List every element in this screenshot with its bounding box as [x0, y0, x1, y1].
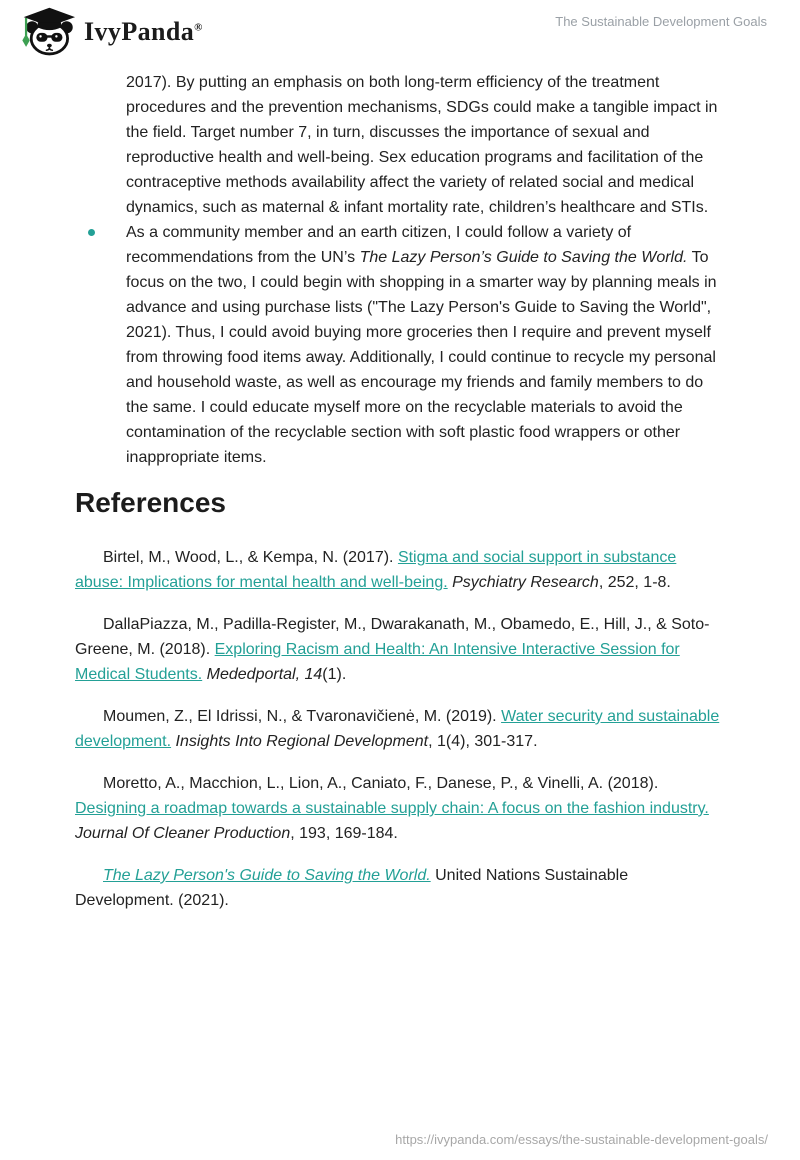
text-segment: 2017). By putting an emphasis on both long-term efficiency of the treatment procedures and the prevention mechanisms, SDGs could make a tangible impact in the field. Target number 7, in turn, discusses the importance of sexual and reproductive health and well-being. Sex education programs and facilitation of the contraceptive methods availability affect the variety of related social and medical dynamics, such as maternal & infant mortality rate, children’s healthcare and STIs.: [126, 74, 718, 216]
registered-mark: ®: [194, 21, 203, 34]
text-segment: As a community member and an earth citizen, I could follow a variety of recommendations from the UN’s: [126, 224, 632, 266]
text-segment: , 193, 169-184.: [290, 825, 398, 842]
text-segment: (1).: [322, 666, 347, 683]
references-heading: References: [75, 487, 226, 518]
reference-item: [75, 612, 720, 687]
text-segment: Birtel, M., Wood, L., & Kempa, N. (2017).: [103, 549, 398, 566]
paragraph-continuation: [75, 70, 720, 220]
reference-item: [75, 704, 720, 754]
text-segment: DallaPiazza, M., Padilla-Register, M., Dwarakanath, M., Obamedo, E., Hill, J., & Soto-Greene, M. (2018).: [75, 616, 710, 658]
text-segment: Mededportal, 14: [206, 666, 323, 683]
document-title: The Sustainable Development Goals: [555, 14, 767, 29]
reference-link[interactable]: Water security and sustainable development.: [75, 708, 720, 750]
text-segment: , 252, 1-8.: [598, 574, 671, 591]
bullet-marker: [88, 229, 95, 236]
text-segment: Journal Of Cleaner Production: [75, 825, 291, 842]
paragraph-text: [126, 74, 717, 216]
text-segment: Moretto, A., Macchion, L., Lion, A., Caniato, F., Danese, P., & Vinelli, A. (2018).: [103, 775, 659, 792]
text-segment: United Nations Sustainable Development. (2021).: [75, 867, 629, 909]
essay-content: [75, 70, 720, 930]
tassel-icon: [22, 18, 29, 47]
text-segment: Moumen, Z., El Idrissi, N., & Tvaronavičienė, M. (2019).: [103, 708, 502, 725]
bullet-paragraph: [75, 220, 720, 470]
brand: [20, 6, 203, 58]
brand-name: [84, 17, 203, 47]
reference-link[interactable]: Exploring Racism and Health: An Intensive Interactive Session for Medical Students.: [75, 641, 680, 683]
essay-bullet-list: [75, 70, 720, 470]
reference-link[interactable]: Designing a roadmap towards a sustainable supply chain: A focus on the fashion industry.: [75, 800, 709, 817]
text-segment: Psychiatry Research: [452, 574, 599, 591]
text-segment: Insights Into Regional Development: [175, 733, 429, 750]
reference-link[interactable]: Stigma and social support in substance abuse: Implications for mental health and well-being.: [75, 549, 677, 591]
text-segment: To focus on the two, I could begin with shopping in a smarter way by planning meals in advance and using purchase lists ("The Lazy Person's Guide to Saving the World", 2021). Thus, I could avoid buying more groceries then I require and prevent myself from throwing food items away. Additionally, I could continue to recycle my personal and household waste, as well as encourage my friends and family members to do the same. I could educate myself more on the recyclable materials to avoid the contamination of the recyclable section with soft plastic food wrappers or other inappropriate items.: [126, 249, 717, 466]
paragraph-text: [126, 224, 717, 466]
source-url: https://ivypanda.com/essays/the-sustainable-development-goals/: [395, 1132, 768, 1147]
reference-item: [75, 771, 720, 846]
brand-name-text: IvyPanda: [84, 17, 195, 46]
reference-link[interactable]: The Lazy Person's Guide to Saving the World.: [103, 867, 431, 884]
ivypanda-logo-icon: [20, 6, 76, 58]
reference-item: [75, 545, 720, 595]
text-segment: The Lazy Person’s Guide to Saving the World.: [359, 249, 688, 266]
reference-item: [75, 863, 720, 913]
text-segment: , 1(4), 301-317.: [428, 733, 538, 750]
